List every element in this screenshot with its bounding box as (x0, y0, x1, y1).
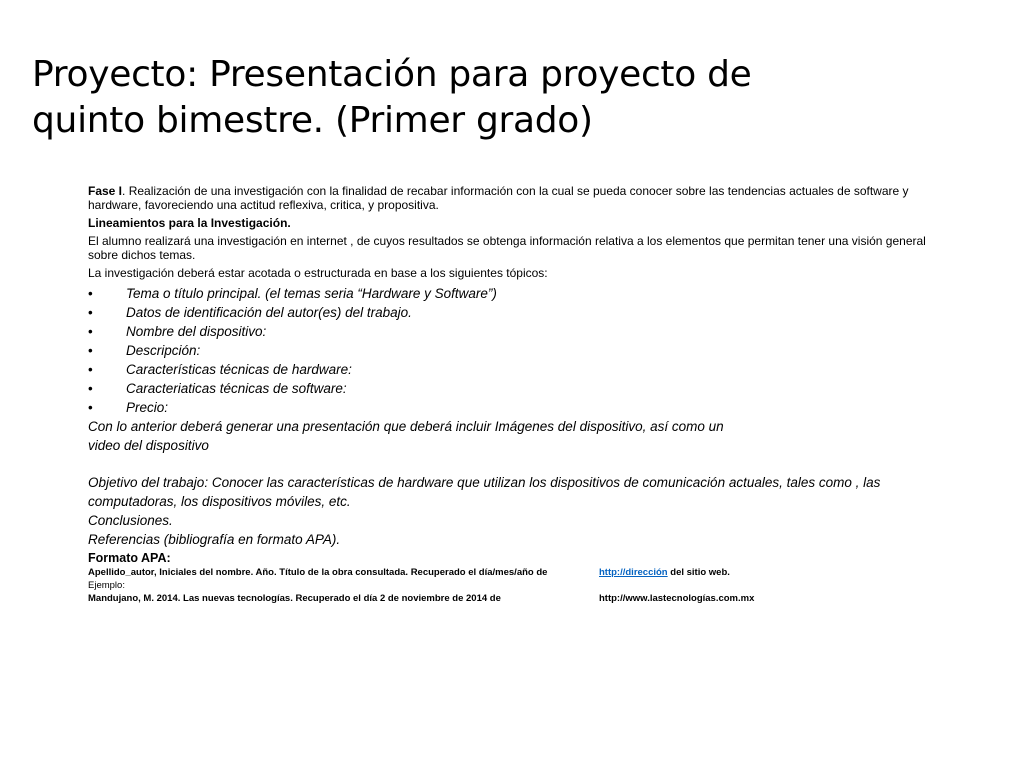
bullet-icon: • (88, 362, 93, 377)
references-text: Referencias (bibliografía en formato APA). (88, 532, 341, 547)
apa-heading: Formato APA: (88, 551, 171, 565)
conclusions-text: Conclusiones. (88, 513, 173, 528)
fase-label: Fase I (88, 184, 123, 198)
apa-template-suffix: del sitio web. (667, 567, 730, 578)
apa-example-url: http://www.lastecnologías.com.mx (599, 593, 755, 604)
topics-list (88, 284, 938, 417)
lineamientos-paragraph-1: El alumno realizará una investigación en internet , de cuyos resultados se obtenga información relativa a los elementos que permitan tener una visión general sobre dichos temas. (88, 234, 926, 262)
apa-example-text: Mandujano, M. 2014. Las nuevas tecnologías. Recuperado el día 2 de noviembre de 2014 de (88, 593, 501, 604)
list-item: • Características técnicas de hardware: (88, 362, 352, 377)
spacer (88, 455, 938, 473)
bullet-icon: • (88, 381, 93, 396)
list-item: • Caracteriaticas técnicas de software: (88, 381, 347, 396)
lineamientos-heading: Lineamientos para la Investigación. (88, 216, 291, 230)
fase-paragraph (88, 184, 938, 212)
presentation-instruction-line-1: Con lo anterior deberá generar una presentación que deberá incluir Imágenes del dispositivo, así como un (88, 419, 724, 434)
slide-title (32, 52, 932, 144)
list-item: • Nombre del dispositivo: (88, 324, 267, 339)
list-item: • Tema o título principal. (el temas seria “Hardware y Software”) (88, 286, 497, 301)
lineamientos-paragraph-2: La investigación deberá estar acotada o estructurada en base a los siguientes tópicos: (88, 266, 548, 280)
apa-example-label: Ejemplo: (88, 580, 125, 591)
apa-template-text: Apellido_autor, Iniciales del nombre. Año. Título de la obra consultada. Recuperado el día/mes/año de (88, 567, 548, 578)
bullet-icon: • (88, 343, 93, 358)
objective-paragraph: Objetivo del trabajo: Conocer las características de hardware que utilizan los dispositivos de comunicación actuales, tales como , las computadoras, los dispositivos móviles, etc. (88, 475, 881, 509)
apa-template-row (88, 566, 938, 579)
bullet-icon: • (88, 400, 93, 415)
list-item: • Precio: (88, 400, 169, 415)
apa-template-link[interactable]: http://dirección (599, 567, 668, 578)
bullet-icon: • (88, 324, 93, 339)
apa-example-row (88, 592, 938, 605)
list-item: • Datos de identificación del autor(es) del trabajo. (88, 305, 412, 320)
list-item: • Descripción: (88, 343, 201, 358)
slide-content (88, 184, 938, 605)
presentation-instruction-line-2: video del dispositivo (88, 438, 209, 453)
slide-title-line-1: Proyecto: Presentación para proyecto de (32, 54, 752, 95)
bullet-icon: • (88, 286, 93, 301)
fase-text: . Realización de una investigación con la finalidad de recabar información con la cual se pueda conocer sobre las tendencias actuales de software y hardware, favoreciendo una actitud reflexiva, critica, y propositiva. (88, 184, 909, 212)
apa-template-link-cell (599, 566, 730, 579)
bullet-icon: • (88, 305, 93, 320)
slide-title-line-2: quinto bimestre. (Primer grado) (32, 100, 593, 141)
